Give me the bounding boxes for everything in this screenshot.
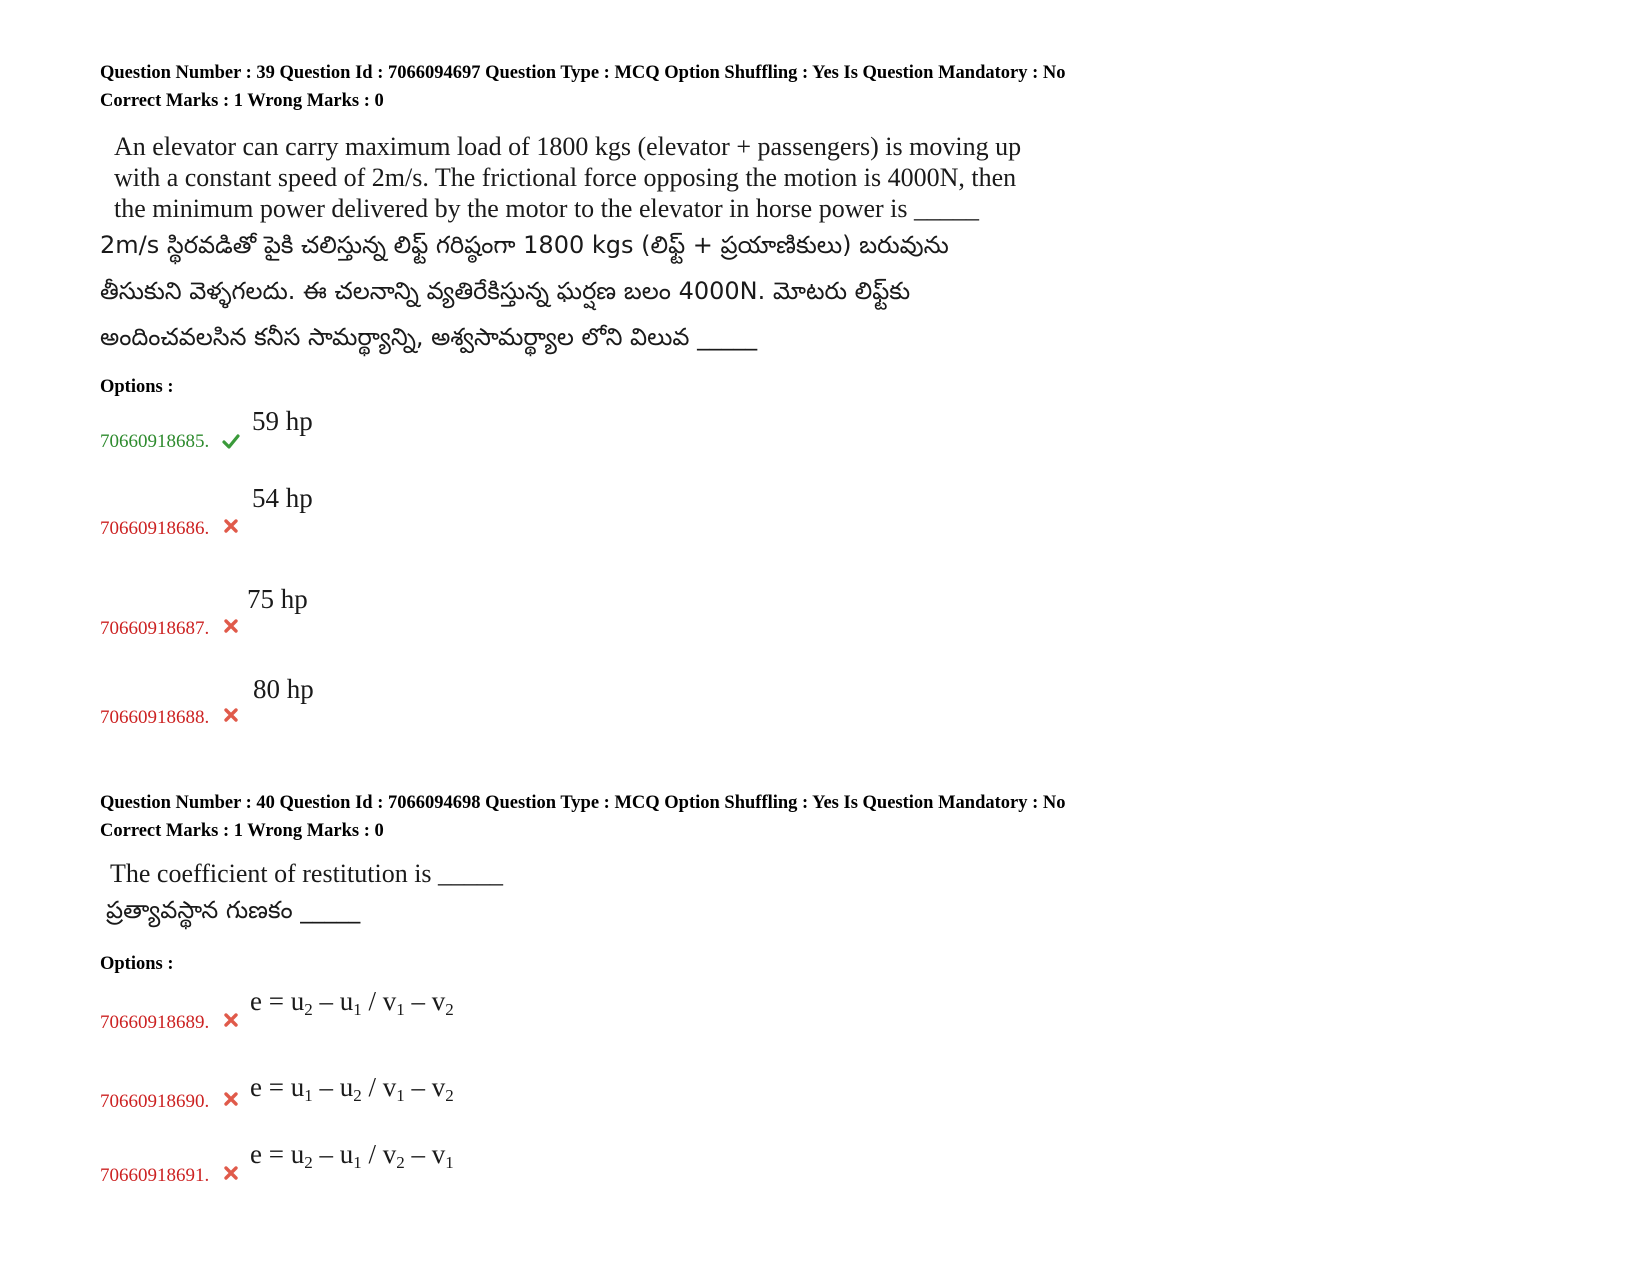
- option-id: 70660918691.: [100, 1165, 210, 1186]
- option-id: 70660918687.: [100, 618, 210, 639]
- option-text: 59 hp: [252, 406, 313, 436]
- question-39-stem-te-3: అందించవలసిన కనీస సామర్థ్యాన్ని, అశ్వసామర్థ్యాల లోని విలువ _____: [100, 323, 758, 351]
- cross-icon: [222, 706, 240, 724]
- option-id: 70660918685.: [100, 431, 210, 452]
- option-text: 75 hp: [247, 584, 308, 614]
- cross-icon: [222, 1011, 240, 1029]
- check-icon: [222, 432, 240, 450]
- question-39-stem-te-1: 2m/s స్థిరవడితో పైకి చలిస్తున్న లిఫ్ట్ గరిష్ఠంగా 1800 kgs (లిఫ్ట్ + ప్రయాణికులు) బరువును: [100, 231, 949, 259]
- option-text: 80 hp: [253, 674, 314, 704]
- option-id: 70660918686.: [100, 518, 210, 539]
- question-39-options-label: Options :: [100, 377, 174, 397]
- cross-icon: [222, 617, 240, 635]
- question-39-header: Question Number : 39 Question Id : 7066094697 Question Type : MCQ Option Shuffling : Yes Is Question Mandatory : No: [100, 63, 1066, 83]
- question-40-header: Question Number : 40 Question Id : 7066094698 Question Type : MCQ Option Shuffling : Yes Is Question Mandatory : No: [100, 793, 1066, 813]
- cross-icon: [222, 1090, 240, 1108]
- question-40-options-label: Options :: [100, 954, 174, 974]
- question-39-stem-te-2: తీసుకుని వెళ్ళగలదు. ఈ చలనాన్ని వ్యతిరేకిస్తున్న ఘర్షణ బలం 4000N. మోటరు లిఫ్ట్‌కు: [100, 277, 911, 305]
- question-39-stem-en-3: the minimum power delivered by the motor to the elevator in horse power is _____: [114, 194, 980, 223]
- option-id: 70660918690.: [100, 1091, 210, 1112]
- option-text: 54 hp: [252, 483, 313, 513]
- option-formula: $e = u_2 - u_1 / v_1 - v_2$: [250, 986, 454, 1019]
- question-40-stem-en: The coefficient of restitution is _____: [110, 859, 504, 888]
- option-formula: $e = u_2 - u_1 / v_2 - v_1$: [250, 1139, 454, 1172]
- question-39-stem-en-2: with a constant speed of 2m/s. The frictional force opposing the motion is 4000N, then: [114, 163, 1017, 192]
- question-39-marks: Correct Marks : 1 Wrong Marks : 0: [100, 91, 384, 111]
- option-id: 70660918689.: [100, 1012, 210, 1033]
- option-formula: $e = u_1 - u_2 / v_1 - v_2$: [250, 1072, 454, 1105]
- question-40-stem-te: ప్రత్యావస్థాన గుణకం _____: [106, 896, 361, 924]
- question-40-marks: Correct Marks : 1 Wrong Marks : 0: [100, 821, 384, 841]
- option-id: 70660918688.: [100, 707, 210, 728]
- cross-icon: [222, 1164, 240, 1182]
- question-39-stem-en-1: An elevator can carry maximum load of 1800 kgs (elevator + passengers) is moving up: [114, 132, 1022, 161]
- cross-icon: [222, 517, 240, 535]
